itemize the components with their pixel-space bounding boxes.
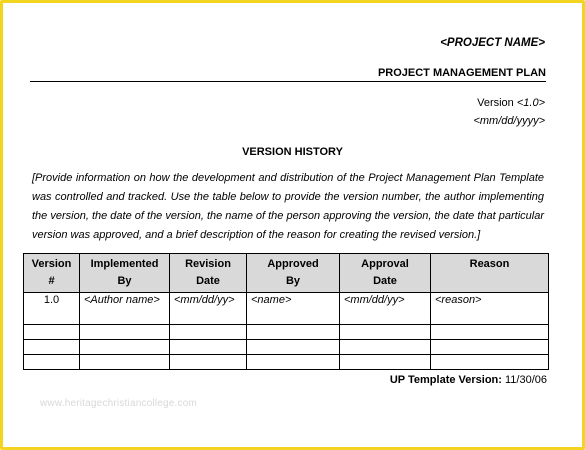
cell-approved-by[interactable] xyxy=(247,325,340,340)
cell-implemented-by[interactable] xyxy=(80,325,170,340)
table-header-row xyxy=(24,254,549,293)
cell-revision-date[interactable] xyxy=(170,355,247,370)
cell-version[interactable]: 1.0 xyxy=(24,293,80,325)
project-name: <PROJECT NAME> xyxy=(440,37,545,49)
table-row xyxy=(24,340,549,355)
header-rule xyxy=(30,81,546,82)
header-revision-date: Revision Date xyxy=(170,254,247,293)
table-row xyxy=(24,355,549,370)
cell-approval-date[interactable] xyxy=(340,340,431,355)
footer-label: UP Template Version: xyxy=(389,374,502,386)
table-row xyxy=(24,293,549,325)
cell-version[interactable] xyxy=(24,340,80,355)
plan-title: PROJECT MANAGEMENT PLAN xyxy=(377,67,546,79)
cell-implemented-by[interactable]: <Author name> xyxy=(80,293,170,325)
cell-approval-date[interactable] xyxy=(340,325,431,340)
cell-approved-by[interactable] xyxy=(247,355,340,370)
cell-approved-by[interactable]: <name> xyxy=(247,293,340,325)
cell-revision-date[interactable]: <mm/dd/yy> xyxy=(170,293,247,325)
cell-implemented-by[interactable] xyxy=(80,340,170,355)
header-version: Version # xyxy=(24,254,80,293)
header-implemented-by: Implemented By xyxy=(80,254,170,293)
cell-approval-date[interactable]: <mm/dd/yy> xyxy=(340,293,431,325)
cell-reason[interactable] xyxy=(431,340,549,355)
version-history-heading: VERSION HISTORY xyxy=(242,146,343,158)
watermark: www.heritagechristiancollege.com xyxy=(40,398,198,409)
cell-revision-date[interactable] xyxy=(170,340,247,355)
version-line xyxy=(477,97,545,109)
cell-version[interactable] xyxy=(24,325,80,340)
template-version-footer xyxy=(390,374,547,386)
cell-reason[interactable] xyxy=(431,325,549,340)
cell-version[interactable] xyxy=(24,355,80,370)
version-history-table xyxy=(23,253,549,370)
date-placeholder: <mm/dd/yyyy> xyxy=(473,115,545,127)
table-row xyxy=(24,325,549,340)
cell-approved-by[interactable] xyxy=(247,340,340,355)
footer-value: 11/30/06 xyxy=(501,374,547,386)
version-prefix: Version xyxy=(477,97,514,109)
cell-implemented-by[interactable] xyxy=(80,355,170,370)
header-approval-date: Approval Date xyxy=(340,254,431,293)
header-reason: Reason xyxy=(431,254,549,293)
header-approved-by: Approved By xyxy=(247,254,340,293)
cell-revision-date[interactable] xyxy=(170,325,247,340)
cell-reason[interactable]: <reason> xyxy=(431,293,549,325)
cell-reason[interactable] xyxy=(431,355,549,370)
instructions-paragraph: [Provide information on how the development and distribution of the Project Management Plan Template was controlled and tracked. Use the table below to provide the version number, the author implementing the version, the date of the version, the name of the person approving the version, the date that particular version was approved, and a brief description of the reason for creating the revised version.] xyxy=(32,172,544,241)
version-value: <1.0> xyxy=(516,97,545,109)
cell-approval-date[interactable] xyxy=(340,355,431,370)
